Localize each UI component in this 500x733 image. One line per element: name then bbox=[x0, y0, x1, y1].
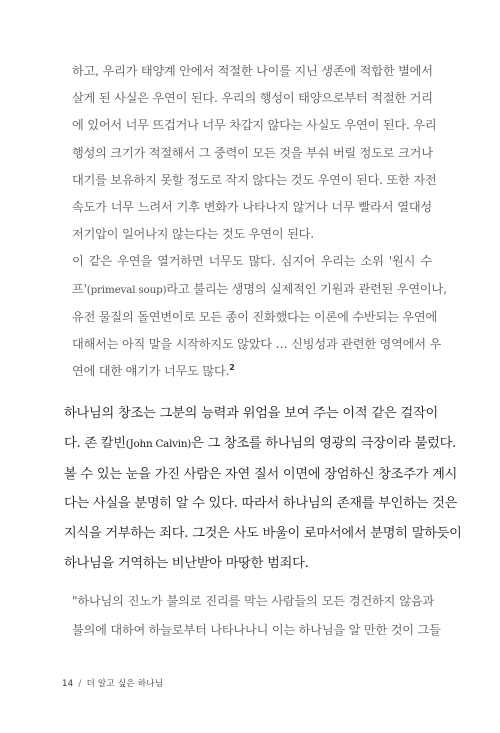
quote-line: 속도가 너무 느려서 기후 변화가 나타나지 않거나 너무 빨라서 열대성 bbox=[72, 200, 432, 215]
quote-line: 대해서는 아직 말을 시작하지도 않았다 … 신빙성과 관련한 영역에서 우 bbox=[72, 337, 442, 352]
body-line bbox=[64, 429, 457, 460]
quote-text: 라고 불리는 생명의 실제적인 기원과 관련된 우연이나, bbox=[166, 281, 447, 296]
footer-separator: / bbox=[78, 679, 82, 689]
page-footer bbox=[62, 677, 163, 689]
quote-line: 하고, 우리가 태양계 안에서 적절한 나이를 지닌 생존에 적합한 별에서 bbox=[72, 64, 433, 78]
quote-text: 연에 대한 얘기가 너무도 많다. bbox=[72, 364, 230, 379]
quote-line bbox=[72, 358, 432, 385]
quote-line: 불의에 대하여 하늘로부터 나타나나니 이는 하나님을 알 만한 것이 그들 bbox=[72, 622, 441, 637]
body-line: 지식을 거부하는 죄다. 그것은 사도 바울이 로마서에서 분명히 말하듯이 bbox=[64, 526, 462, 542]
running-title: 더 알고 싶은 하나님 bbox=[86, 679, 164, 689]
body-line: 하나님의 창조는 그분의 능력과 위엄을 보여 주는 이적 같은 걸작이 bbox=[64, 406, 438, 421]
quote-line: 대기를 보유하지 못할 정도로 작지 않다는 것도 우연이 된다. 또한 자전 bbox=[72, 172, 437, 187]
quote-line: 행성의 크기가 적절해서 그 중력이 모든 것을 부숴 버릴 정도로 크거나 bbox=[72, 145, 433, 160]
body-line: 하나님을 거역하는 비난받아 마땅한 범죄다. bbox=[64, 555, 309, 571]
body-text: 은 그 창조를 하나님의 영광의 극장이라 불렀다. bbox=[191, 435, 457, 451]
scripture-quote bbox=[72, 587, 441, 644]
quote-line: 에 있어서 너무 뜨겁거나 너무 차갑지 않다는 사실도 우연이 된다. 우리 bbox=[72, 118, 437, 133]
body-latin-name: (John Calvin) bbox=[125, 437, 192, 450]
body-text: 다. 존 칼빈 bbox=[64, 435, 126, 451]
body-line: 다는 사실을 분명히 알 수 있다. 따라서 하나님의 존재를 부인하는 것은 bbox=[64, 496, 458, 512]
page-number: 14 bbox=[62, 679, 74, 689]
quote-latin-term: (primeval soup) bbox=[86, 283, 167, 296]
quote-line: 유전 물질의 돌연변이로 모든 종이 진화했다는 이론에 수반되는 우연에 bbox=[72, 309, 438, 324]
body-line: 볼 수 있는 눈을 가진 사람은 자연 질서 이면에 장엄하신 창조주가 계시 bbox=[64, 466, 458, 482]
block-quote bbox=[72, 58, 447, 385]
quote-line: 저기압이 일어나지 않는다는 것도 우연이 된다. bbox=[72, 227, 314, 242]
quote-line bbox=[72, 276, 447, 304]
quote-line: "하나님의 진노가 불의로 진리를 막는 사람들의 모든 경건하지 않음과 bbox=[72, 594, 434, 608]
quote-line: 이 같은 우연을 열거하면 너무도 많다. 심지어 우리는 소위 '원시 수 bbox=[72, 254, 432, 269]
body-paragraph bbox=[64, 399, 462, 579]
quote-line: 살게 된 사실은 우연이 된다. 우리의 행성이 태양으로부터 적절한 거리 bbox=[72, 91, 433, 106]
quote-text: 프' bbox=[72, 281, 87, 296]
footnote-marker: 2 bbox=[229, 363, 235, 373]
